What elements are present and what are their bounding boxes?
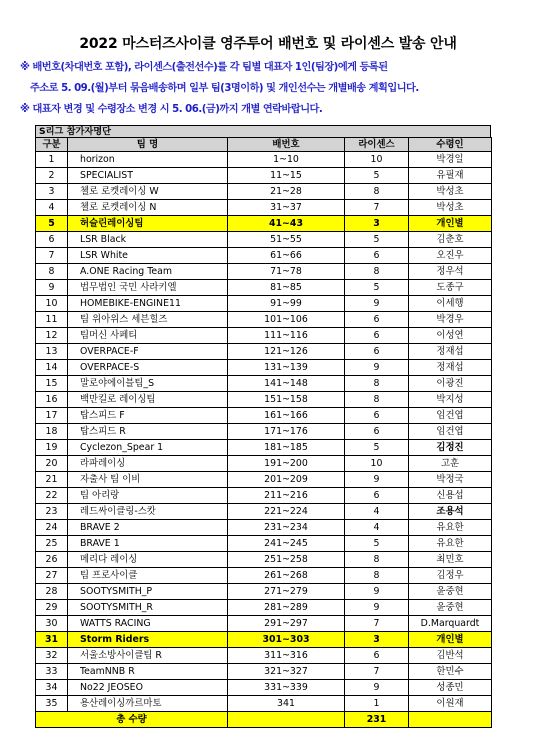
table-row bbox=[36, 152, 492, 168]
table-row bbox=[36, 296, 492, 312]
notice-line-2 bbox=[30, 79, 419, 94]
notice-text: 대표자 변경 및 수령장소 변경 시 5. 06.(금)까지 개별 연락바랍니다. bbox=[32, 104, 323, 115]
cell-license: 5 bbox=[345, 280, 409, 296]
header-no: 구분 bbox=[36, 138, 68, 152]
cell-license: 6 bbox=[345, 424, 409, 440]
cell-recipient: 유요한 bbox=[409, 520, 492, 536]
cell-recipient: 정우석 bbox=[409, 264, 492, 280]
header-recipient: 수령인 bbox=[409, 138, 492, 152]
cell-recipient: 박성초 bbox=[409, 200, 492, 216]
cell-license: 8 bbox=[345, 568, 409, 584]
cell-no: 20 bbox=[36, 456, 68, 472]
cell-license: 6 bbox=[345, 488, 409, 504]
cell-bib: 61~66 bbox=[228, 248, 345, 264]
notice-line-3 bbox=[20, 100, 322, 115]
cell-license: 6 bbox=[345, 312, 409, 328]
notice-text: 배번호(차대번호 포함), 라이센스(출전선수)를 각 팀별 대표자 1인(팀장)에게 등록된 bbox=[32, 62, 388, 73]
section-title: S리그 참가자명단 bbox=[35, 125, 491, 137]
cell-team: 라파레이싱 bbox=[68, 456, 228, 472]
cell-no: 27 bbox=[36, 568, 68, 584]
cell-no: 28 bbox=[36, 584, 68, 600]
cell-license: 6 bbox=[345, 328, 409, 344]
cell-bib: 171~176 bbox=[228, 424, 345, 440]
cell-no: 8 bbox=[36, 264, 68, 280]
cell-no: 6 bbox=[36, 232, 68, 248]
cell-bib: 211~216 bbox=[228, 488, 345, 504]
cell-license: 8 bbox=[345, 552, 409, 568]
cell-no: 12 bbox=[36, 328, 68, 344]
cell-license: 7 bbox=[345, 664, 409, 680]
table-row bbox=[36, 680, 492, 696]
cell-bib: 141~148 bbox=[228, 376, 345, 392]
table-row bbox=[36, 168, 492, 184]
cell-recipient: 박경일 bbox=[409, 152, 492, 168]
table-row bbox=[36, 696, 492, 712]
cell-no: 33 bbox=[36, 664, 68, 680]
cell-license: 5 bbox=[345, 232, 409, 248]
cell-no: 4 bbox=[36, 200, 68, 216]
notice-text: 주소로 5. 09.(월)부터 묶음배송하며 일부 팀(3명이하) 및 개인선수는 개별배송 계획입니다. bbox=[30, 83, 419, 94]
cell-no: 29 bbox=[36, 600, 68, 616]
cell-bib: 281~289 bbox=[228, 600, 345, 616]
table-row bbox=[36, 264, 492, 280]
table-row bbox=[36, 584, 492, 600]
cell-recipient: 정재섭 bbox=[409, 360, 492, 376]
cell-team: 탑스피드 R bbox=[68, 424, 228, 440]
cell-license: 9 bbox=[345, 600, 409, 616]
cell-team: 용산레이싱까르마토 bbox=[68, 696, 228, 712]
cell-recipient: 김정우 bbox=[409, 568, 492, 584]
cell-license: 10 bbox=[345, 152, 409, 168]
cell-no: 11 bbox=[36, 312, 68, 328]
cell-license: 6 bbox=[345, 648, 409, 664]
table-row bbox=[36, 472, 492, 488]
total-row bbox=[36, 712, 492, 728]
cell-team: Storm Riders bbox=[68, 632, 228, 648]
cell-license: 1 bbox=[345, 696, 409, 712]
table-row bbox=[36, 280, 492, 296]
cell-team: OVERPACE-F bbox=[68, 344, 228, 360]
cell-team: 팀 프로사이클 bbox=[68, 568, 228, 584]
cell-team: 팀 위아위스 세븐힐즈 bbox=[68, 312, 228, 328]
cell-recipient: 윤중현 bbox=[409, 600, 492, 616]
cell-no: 32 bbox=[36, 648, 68, 664]
total-blank bbox=[228, 712, 345, 728]
cell-no: 13 bbox=[36, 344, 68, 360]
cell-bib: 291~297 bbox=[228, 616, 345, 632]
cell-no: 30 bbox=[36, 616, 68, 632]
total-value: 231 bbox=[345, 712, 409, 728]
cell-team: A.ONE Racing Team bbox=[68, 264, 228, 280]
cell-bib: 251~258 bbox=[228, 552, 345, 568]
cell-no: 5 bbox=[36, 216, 68, 232]
cell-license: 7 bbox=[345, 200, 409, 216]
cell-team: 탑스피드 F bbox=[68, 408, 228, 424]
table-row bbox=[36, 616, 492, 632]
cell-recipient: 오진우 bbox=[409, 248, 492, 264]
cell-recipient: 개인별 bbox=[409, 632, 492, 648]
cell-team: 팀 아리랑 bbox=[68, 488, 228, 504]
cell-license: 4 bbox=[345, 504, 409, 520]
cell-no: 22 bbox=[36, 488, 68, 504]
cell-recipient: 이성연 bbox=[409, 328, 492, 344]
cell-bib: 191~200 bbox=[228, 456, 345, 472]
cell-no: 17 bbox=[36, 408, 68, 424]
cell-no: 1 bbox=[36, 152, 68, 168]
notice-mark: ※ bbox=[20, 104, 30, 115]
table-row bbox=[36, 248, 492, 264]
header-bib: 배번호 bbox=[228, 138, 345, 152]
participants-table bbox=[35, 137, 492, 728]
cell-bib: 71~78 bbox=[228, 264, 345, 280]
cell-license: 5 bbox=[345, 168, 409, 184]
cell-license: 8 bbox=[345, 264, 409, 280]
cell-license: 4 bbox=[345, 520, 409, 536]
notice-line-1 bbox=[20, 58, 388, 73]
cell-bib: 21~28 bbox=[228, 184, 345, 200]
cell-bib: 101~106 bbox=[228, 312, 345, 328]
table-row bbox=[36, 232, 492, 248]
cell-team: No22 JEOSEO bbox=[68, 680, 228, 696]
cell-bib: 41~43 bbox=[228, 216, 345, 232]
cell-recipient: 이세행 bbox=[409, 296, 492, 312]
table-row bbox=[36, 600, 492, 616]
cell-license: 8 bbox=[345, 376, 409, 392]
cell-license: 9 bbox=[345, 296, 409, 312]
cell-bib: 31~37 bbox=[228, 200, 345, 216]
cell-team: 허슬린레이싱팀 bbox=[68, 216, 228, 232]
table-row bbox=[36, 632, 492, 648]
cell-recipient: 이원재 bbox=[409, 696, 492, 712]
cell-no: 31 bbox=[36, 632, 68, 648]
cell-team: 메리다 레이싱 bbox=[68, 552, 228, 568]
table-row bbox=[36, 552, 492, 568]
table-row bbox=[36, 408, 492, 424]
cell-license: 8 bbox=[345, 184, 409, 200]
cell-recipient: 이광진 bbox=[409, 376, 492, 392]
total-label: 총 수량 bbox=[36, 712, 228, 728]
cell-recipient: 박지성 bbox=[409, 392, 492, 408]
cell-bib: 271~279 bbox=[228, 584, 345, 600]
cell-no: 35 bbox=[36, 696, 68, 712]
cell-bib: 331~339 bbox=[228, 680, 345, 696]
cell-license: 9 bbox=[345, 472, 409, 488]
table-body bbox=[36, 152, 492, 712]
cell-recipient: 고훈 bbox=[409, 456, 492, 472]
cell-team: 첼로 로켓레이싱 N bbox=[68, 200, 228, 216]
cell-no: 25 bbox=[36, 536, 68, 552]
table-row bbox=[36, 376, 492, 392]
cell-bib: 111~116 bbox=[228, 328, 345, 344]
cell-bib: 221~224 bbox=[228, 504, 345, 520]
cell-bib: 161~166 bbox=[228, 408, 345, 424]
table-row bbox=[36, 568, 492, 584]
cell-no: 34 bbox=[36, 680, 68, 696]
cell-no: 21 bbox=[36, 472, 68, 488]
header-license: 라이센스 bbox=[345, 138, 409, 152]
cell-license: 9 bbox=[345, 584, 409, 600]
cell-recipient: 개인별 bbox=[409, 216, 492, 232]
cell-recipient: 정재섭 bbox=[409, 344, 492, 360]
cell-no: 23 bbox=[36, 504, 68, 520]
table-row bbox=[36, 520, 492, 536]
cell-recipient: 임건엽 bbox=[409, 408, 492, 424]
cell-recipient: 한민수 bbox=[409, 664, 492, 680]
cell-license: 3 bbox=[345, 632, 409, 648]
cell-no: 19 bbox=[36, 440, 68, 456]
cell-team: SPECIALIST bbox=[68, 168, 228, 184]
cell-bib: 261~268 bbox=[228, 568, 345, 584]
page-title: 2022 마스터즈사이클 영주투어 배번호 및 라이센스 발송 안내 bbox=[79, 36, 457, 52]
cell-team: horizon bbox=[68, 152, 228, 168]
table-row bbox=[36, 536, 492, 552]
cell-recipient: 유필재 bbox=[409, 168, 492, 184]
cell-bib: 321~327 bbox=[228, 664, 345, 680]
cell-bib: 121~126 bbox=[228, 344, 345, 360]
cell-bib: 311~316 bbox=[228, 648, 345, 664]
table-header-row bbox=[36, 138, 492, 152]
cell-bib: 51~55 bbox=[228, 232, 345, 248]
cell-bib: 201~209 bbox=[228, 472, 345, 488]
table-row bbox=[36, 184, 492, 200]
table-row bbox=[36, 456, 492, 472]
cell-license: 9 bbox=[345, 360, 409, 376]
cell-bib: 81~85 bbox=[228, 280, 345, 296]
cell-recipient: 김반석 bbox=[409, 648, 492, 664]
cell-recipient: 박경우 bbox=[409, 312, 492, 328]
cell-team: BRAVE 1 bbox=[68, 536, 228, 552]
cell-license: 6 bbox=[345, 248, 409, 264]
cell-license: 7 bbox=[345, 616, 409, 632]
table-row bbox=[36, 392, 492, 408]
cell-license: 9 bbox=[345, 680, 409, 696]
cell-license: 5 bbox=[345, 440, 409, 456]
table-row bbox=[36, 488, 492, 504]
table-row bbox=[36, 328, 492, 344]
table-row bbox=[36, 504, 492, 520]
cell-team: 말로야에이블팀_S bbox=[68, 376, 228, 392]
cell-no: 16 bbox=[36, 392, 68, 408]
cell-team: LSR Black bbox=[68, 232, 228, 248]
cell-no: 26 bbox=[36, 552, 68, 568]
cell-no: 2 bbox=[36, 168, 68, 184]
cell-license: 8 bbox=[345, 392, 409, 408]
cell-team: 팀머신 사페티 bbox=[68, 328, 228, 344]
cell-bib: 231~234 bbox=[228, 520, 345, 536]
cell-recipient: 김정진 bbox=[409, 440, 492, 456]
cell-team: SOOTYSMITH_R bbox=[68, 600, 228, 616]
cell-recipient: 유요한 bbox=[409, 536, 492, 552]
cell-team: OVERPACE-S bbox=[68, 360, 228, 376]
cell-bib: 131~139 bbox=[228, 360, 345, 376]
cell-bib: 91~99 bbox=[228, 296, 345, 312]
cell-team: TeamNNB R bbox=[68, 664, 228, 680]
total-blank-2 bbox=[409, 712, 492, 728]
table-row bbox=[36, 344, 492, 360]
cell-bib: 301~303 bbox=[228, 632, 345, 648]
cell-bib: 181~185 bbox=[228, 440, 345, 456]
cell-team: HOMEBIKE-ENGINE11 bbox=[68, 296, 228, 312]
cell-no: 10 bbox=[36, 296, 68, 312]
cell-team: Cyclezon_Spear 1 bbox=[68, 440, 228, 456]
cell-team: SOOTYSMITH_P bbox=[68, 584, 228, 600]
table-row bbox=[36, 440, 492, 456]
cell-license: 6 bbox=[345, 344, 409, 360]
cell-license: 10 bbox=[345, 456, 409, 472]
cell-team: 서울소방사이클팀 R bbox=[68, 648, 228, 664]
table-row bbox=[36, 200, 492, 216]
table-row bbox=[36, 312, 492, 328]
table-row bbox=[36, 360, 492, 376]
table-row bbox=[36, 424, 492, 440]
cell-recipient: 조용석 bbox=[409, 504, 492, 520]
table-row bbox=[36, 216, 492, 232]
cell-no: 7 bbox=[36, 248, 68, 264]
cell-no: 9 bbox=[36, 280, 68, 296]
cell-team: LSR White bbox=[68, 248, 228, 264]
cell-recipient: 김춘호 bbox=[409, 232, 492, 248]
cell-license: 3 bbox=[345, 216, 409, 232]
cell-team: 자출사 팀 이비 bbox=[68, 472, 228, 488]
cell-recipient: D.Marquardt bbox=[409, 616, 492, 632]
cell-recipient: 박성초 bbox=[409, 184, 492, 200]
cell-team: WATTS RACING bbox=[68, 616, 228, 632]
header-team: 팀 명 bbox=[68, 138, 228, 152]
cell-bib: 151~158 bbox=[228, 392, 345, 408]
cell-no: 3 bbox=[36, 184, 68, 200]
cell-license: 5 bbox=[345, 536, 409, 552]
cell-recipient: 신용섭 bbox=[409, 488, 492, 504]
cell-recipient: 성종민 bbox=[409, 680, 492, 696]
cell-bib: 11~15 bbox=[228, 168, 345, 184]
cell-no: 18 bbox=[36, 424, 68, 440]
cell-team: BRAVE 2 bbox=[68, 520, 228, 536]
cell-team: 백만킬로 레이싱팀 bbox=[68, 392, 228, 408]
table-row bbox=[36, 664, 492, 680]
cell-team: 첼로 로켓레이싱 W bbox=[68, 184, 228, 200]
cell-no: 24 bbox=[36, 520, 68, 536]
cell-recipient: 윤중현 bbox=[409, 584, 492, 600]
cell-recipient: 임건엽 bbox=[409, 424, 492, 440]
cell-license: 6 bbox=[345, 408, 409, 424]
cell-recipient: 최민호 bbox=[409, 552, 492, 568]
cell-team: 법무법인 국민 사라키엘 bbox=[68, 280, 228, 296]
table-row bbox=[36, 648, 492, 664]
cell-team: 레드싸이클링-스캇 bbox=[68, 504, 228, 520]
cell-recipient: 박정국 bbox=[409, 472, 492, 488]
cell-bib: 241~245 bbox=[228, 536, 345, 552]
cell-no: 14 bbox=[36, 360, 68, 376]
cell-bib: 341 bbox=[228, 696, 345, 712]
cell-no: 15 bbox=[36, 376, 68, 392]
notice-mark: ※ bbox=[20, 62, 30, 73]
cell-bib: 1~10 bbox=[228, 152, 345, 168]
cell-recipient: 도종구 bbox=[409, 280, 492, 296]
